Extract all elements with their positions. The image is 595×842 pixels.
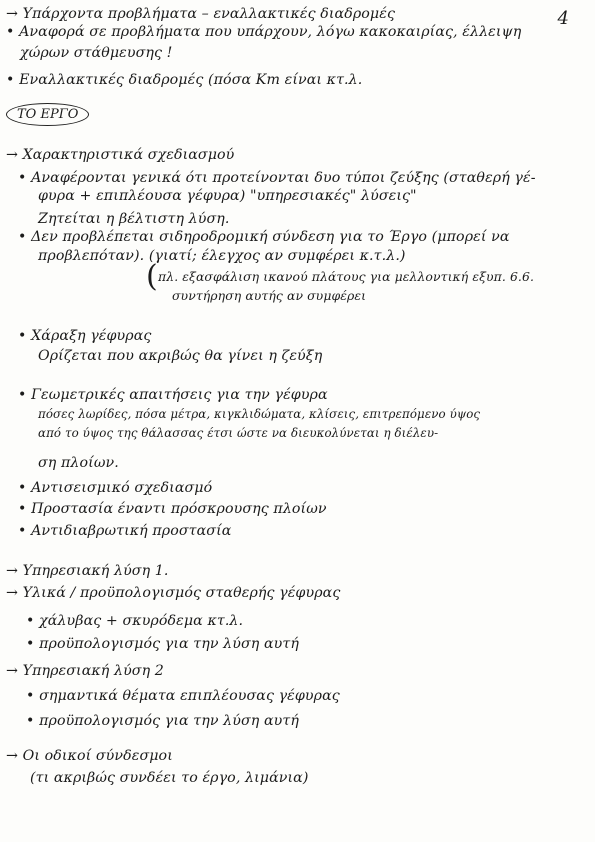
note-line-29: → Οι οδικοί σύνδεσμοι [6,748,173,764]
note-line-1: → Υπάρχοντα προβλήματα – εναλλακτικές διαδρομές [6,6,396,22]
note-line-30: (τι ακριβώς συνδέει το έργο, λιμάνια) [30,770,309,786]
note-line-19: • Αντισεισμικό σχεδιασμό [18,480,213,496]
bracket-mark: ( [146,259,158,294]
section-label: ΤΟ ΕΡΓΟ [6,103,89,126]
note-line-9: • Δεν προβλέπεται σιδηροδρομική σύνδεση για το Έργο (μπορεί να [18,229,510,245]
note-line-3: χώρων στάθμευσης ! [20,45,173,61]
note-line-18: ση πλοίων. [38,455,119,471]
note-line-25: • προϋπολογισμός για την λύση αυτή [26,636,299,652]
note-line-6: • Αναφέρονται γενικά ότι προτείνονται δυο τύποι ζεύξης (σταθερή γέ- [18,170,536,186]
note-line-4: • Εναλλακτικές διαδρομές (πόσα Km είναι κτ.λ. [6,72,363,88]
note-line-20: • Προστασία έναντι πρόσκρουσης πλοίων [18,501,327,517]
note-line-12: συντήρηση αυτής αν συμφέρει [172,288,367,303]
note-line-23: → Υλικά / προϋπολογισμός σταθερής γέφυρας [6,585,341,601]
note-line-11: πλ. εξασφάλιση ικανού πλάτους για μελλοντική εξυπ. 6.6. [158,269,534,284]
note-line-26: → Υπηρεσιακή λύση 2 [6,663,164,679]
note-line-15: • Γεωμετρικές απαιτήσεις για την γέφυρα [18,387,328,403]
note-line-17: από το ύψος της θάλασσας έτσι ώστε να διευκολύνεται η διέλευ- [38,426,439,440]
note-line-10: προβλεπόταν). (γιατί; έλεγχος αν συμφέρει κ.τ.λ.) [38,248,406,264]
note-line-16: πόσες λωρίδες, πόσα μέτρα, κιγκλιδώματα, κλίσεις, επιτρεπόμενο ύψος [38,407,481,421]
note-line-7: φυρα + επιπλέουσα γέφυρα) "υπηρεσιακές" λύσεις" [38,188,417,204]
note-line-22: → Υπηρεσιακή λύση 1. [6,563,169,579]
note-line-14: Ορίζεται που ακριβώς θα γίνει η ζεύξη [38,348,323,364]
note-line-24: • χάλυβας + σκυρόδεμα κτ.λ. [26,613,244,629]
note-line-21: • Αντιδιαβρωτική προστασία [18,523,232,539]
note-line-28: • προϋπολογισμός για την λύση αυτή [26,713,299,729]
note-line-8: Ζητείται η βέλτιστη λύση. [38,211,230,227]
note-line-13: • Χάραξη γέφυρας [18,328,152,344]
note-line-5: → Χαρακτηριστικά σχεδιασμού [6,147,235,163]
note-line-27: • σημαντικά θέματα επιπλέουσας γέφυρας [26,688,340,704]
note-line-2: • Αναφορά σε προβλήματα που υπάρχουν, λόγω κακοκαιρίας, έλλειψη [6,24,522,40]
page-number: 4 [557,8,569,29]
